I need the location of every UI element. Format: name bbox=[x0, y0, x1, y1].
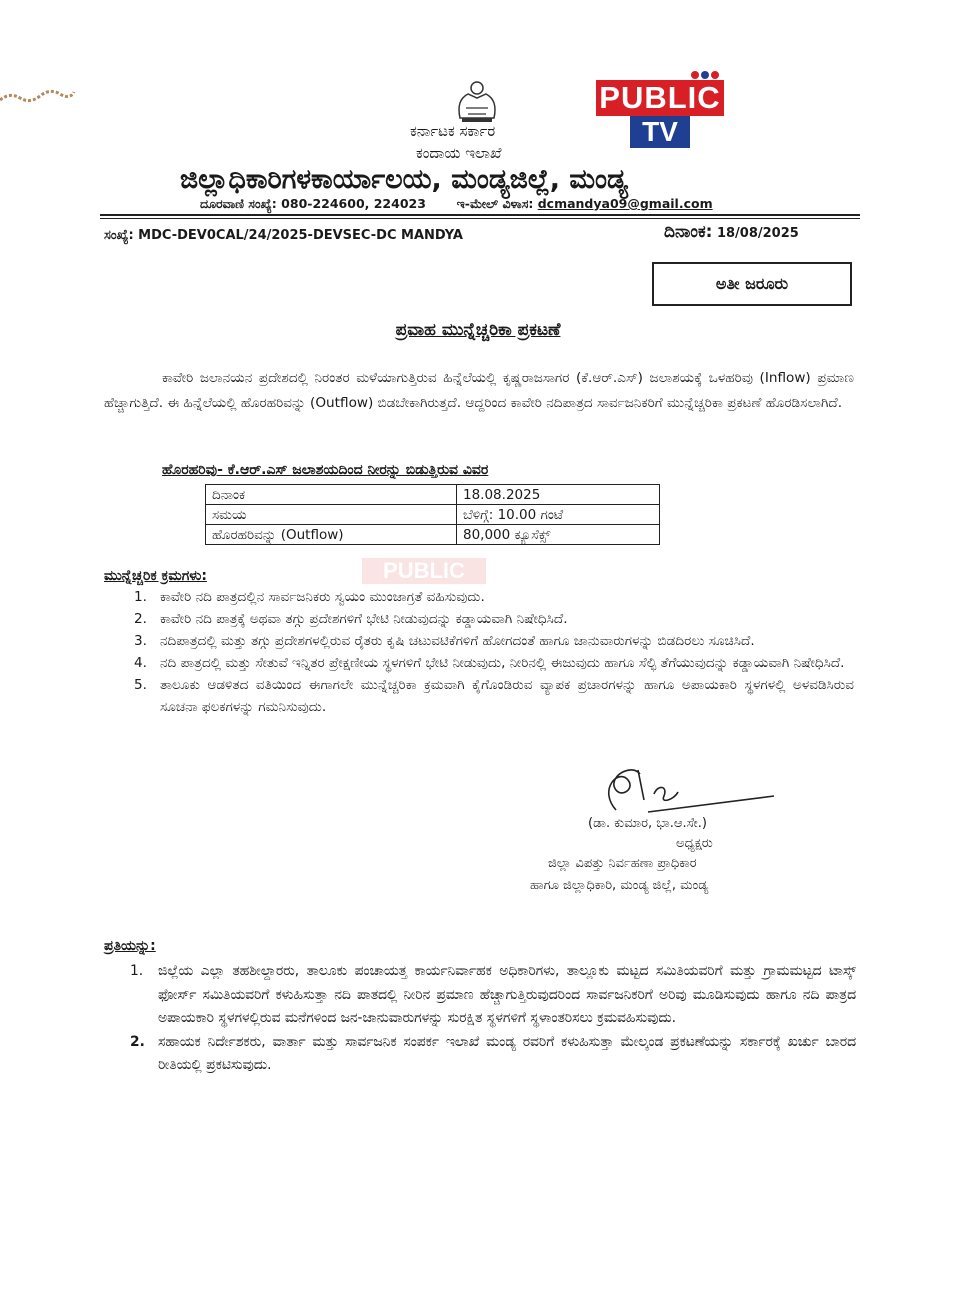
copies-heading: ಪ್ರತಿಯನ್ನು: bbox=[104, 938, 156, 954]
item-text: ಸಹಾಯಕ ನಿರ್ದೇಶಕರು, ವಾರ್ತಾ ಮತ್ತು ಸಾರ್ವಜನಿಕ ಸಂಪರ್ಕ ಇಲಾಖೆ ಮಂಡ್ಯ ರವರಿಗೆ ಕಳುಹಿಸುತ್ತಾ ಮೇಲ್ಕಂಡ ಪ್ರಕಟಣೆಯನ್ನು ಸರ್ಕಾರಕ್ಕೆ ಖರ್ಚು ಬಾರದ ರೀತಿಯಲ್ಲಿ ಪ್ರಕಟಿಸುವುದು. bbox=[158, 1033, 856, 1074]
list-item bbox=[104, 652, 854, 674]
table-row bbox=[206, 485, 660, 505]
phone-label: ದೂರವಾಣಿ ಸಂಖ್ಯೆ: bbox=[200, 196, 277, 211]
copies-list bbox=[104, 960, 856, 1078]
item-number: 4. bbox=[134, 655, 147, 671]
date-value: 18/08/2025 bbox=[716, 226, 799, 241]
email-label: ಇ-ಮೇಲ್ ವಿಳಾಸ: bbox=[456, 196, 534, 211]
item-number: 1. bbox=[134, 589, 147, 605]
item-text: ಕಾವೇರಿ ನದಿ ಪಾತ್ರದಲ್ಲಿನ ಸಾರ್ವಜನಿಕರು ಸ್ವಯಂ ಮುಂಜಾಗ್ರತೆ ವಹಿಸುವುದು. bbox=[160, 589, 485, 605]
date-label: ದಿನಾಂಕ: bbox=[664, 222, 713, 242]
notice-title bbox=[0, 320, 956, 340]
outflow-heading: ಹೊರಹರಿವು- ಕೆ.ಆರ್.ಎಸ್ ಜಲಾಶಯದಿಂದ ನೀರನ್ನು ಬಿಡುತ್ತಿರುವ ವಿವರ bbox=[162, 462, 489, 478]
header-divider-thin bbox=[100, 218, 860, 219]
state-emblem-icon bbox=[448, 78, 506, 124]
table-cell-label: ಸಮಯ bbox=[206, 505, 457, 525]
public-tv-logo bbox=[596, 72, 724, 150]
table-cell-value: 80,000 ಕ್ಯೂಸೆಕ್ಸ್ bbox=[457, 525, 660, 545]
signatory-designation: ಹಾಗೂ ಜಿಲ್ಲಾಧಿಕಾರಿ, ಮಂಡ್ಯ ಜಿಲ್ಲೆ, ಮಂಡ್ಯ bbox=[530, 878, 709, 893]
outflow-table bbox=[205, 484, 660, 545]
table-row bbox=[206, 525, 660, 545]
signatory-authority: ಜಿಲ್ಲಾ ವಿಪತ್ತು ನಿರ್ವಹಣಾ ಪ್ರಾಧಿಕಾರ bbox=[548, 856, 697, 871]
signature-mark bbox=[588, 760, 778, 820]
table-cell-label: ದಿನಾಂಕ bbox=[206, 485, 457, 505]
item-number: 1. bbox=[130, 963, 144, 979]
precautions-heading: ಮುನ್ನೆಚ್ಚರಿಕ ಕ್ರಮಗಳು: bbox=[104, 568, 207, 584]
department-name: ಕಂದಾಯ ಇಲಾಖೆ bbox=[416, 144, 502, 162]
list-item bbox=[104, 608, 854, 630]
item-text: ನದಿಪಾತ್ರದಲ್ಲಿ ಮತ್ತು ತಗ್ಗು ಪ್ರದೇಶಗಳಲ್ಲಿರುವ ರೈತರು ಕೃಷಿ ಚಟುವಟಿಕೆಗಳಿಗೆ ಹೋಗದಂತೆ ಹಾಗೂ ಜಾನುವಾರುಗಳನ್ನು ಬಿಡದಿರಲು ಸೂಚಿಸಿದೆ. bbox=[160, 633, 755, 649]
notice-title-text: ಪ್ರವಾಹ ಮುನ್ನೆಚ್ಚರಿಕಾ ಪ್ರಕಟಣೆ bbox=[395, 320, 561, 340]
item-text: ತಾಲೂಕು ಆಡಳಿತದ ವತಿಯಿಂದ ಈಗಾಗಲೇ ಮುನ್ನೆಚ್ಚರಿಕಾ ಕ್ರಮವಾಗಿ ಕೈಗೊಂಡಿರುವ ವ್ಯಾಪಕ ಪ್ರಚಾರಗಳನ್ನು ಹಾಗೂ ಅಪಾಯಕಾರಿ ಸ್ಥಳಗಳಲ್ಲಿ ಅಳವಡಿಸಿರುವ ಸೂಚನಾ ಫಲಕಗಳನ್ನು ಗಮನಿಸುವುದು. bbox=[160, 677, 854, 715]
email-address[interactable]: dcmandya09@gmail.com bbox=[537, 196, 713, 211]
signatory-name: (ಡಾ. ಕುಮಾರ, ಭಾ.ಆ.ಸೇ.) bbox=[588, 816, 707, 831]
header-divider bbox=[100, 214, 860, 216]
item-text: ಜಿಲ್ಲೆಯ ಎಲ್ಲಾ ತಹಶೀಲ್ದಾರರು, ತಾಲೂಕು ಪಂಚಾಯತ್ತ ಕಾರ್ಯನಿರ್ವಾಹಕ ಅಧಿಕಾರಿಗಳು, ತಾಲ್ಲೂಕು ಮಟ್ಟದ ಸಮಿತಿಯವರಿಗೆ ಮತ್ತು ಗ್ರಾಮಮಟ್ಟದ ಟಾಸ್ಕ್ ಫೋರ್ಸ್ ಸಮಿತಿಯವರಿಗೆ ಕಳುಹಿಸುತ್ತಾ ನದಿ ಪಾತದಲ್ಲಿ ನೀರಿನ ಪ್ರಮಾಣ ಹೆಚ್ಚಾಗುತ್ತಿರುವುದರಿಂದ ಸಾರ್ವಜನಿಕರಿಗೆ ಅರಿವು ಮೂಡಿಸುವುದು ಹಾಗೂ ನದಿ ಪಾತ್ರದ ಅಪಾಯಕಾರಿ ಸ್ಥಳಗಳಲ್ಲಿರುವ ಮನೆಗಳಿಂದ ಜನ-ಜಾನುವಾರುಗಳನ್ನು ಸುರಕ್ಷಿತ ಸ್ಥಳಗಳಿಗೆ ಸ್ಥಳಾಂತರಿಸಲು ಕ್ರಮವಹಿಸುವುದು. bbox=[158, 963, 856, 1027]
item-text: ನದಿ ಪಾತ್ರದಲ್ಲಿ ಮತ್ತು ಸೇತುವೆ ಇನ್ನಿತರ ಪ್ರೇಕ್ಷಣೀಯ ಸ್ಥಳಗಳಿಗೆ ಭೇಟಿ ನೀಡುವುದು, ನೀರಿನಲ್ಲಿ ಈಜುವುದು ಹಾಗೂ ಸೆಲ್ಫಿ ತೆಗೆಯುವುದನ್ನು ಕಡ್ಡಾಯವಾಗಿ ನಿಷೇಧಿಸಿದೆ. bbox=[160, 655, 845, 671]
letter-date bbox=[664, 222, 799, 242]
signatory-role: ಅಧ್ಯಕ್ಷರು bbox=[676, 836, 713, 851]
contact-line bbox=[200, 196, 713, 212]
item-number: 3. bbox=[134, 633, 147, 649]
list-item bbox=[104, 674, 854, 718]
logo-line1: PUBLIC bbox=[596, 80, 724, 116]
office-title: ಜಿಲ್ಲಾಧಿಕಾರಿಗಳಕಾರ್ಯಾಲಯ, ಮಂಡ್ಯಜಿಲ್ಲೆ, ಮಂಡ್ಯ bbox=[180, 164, 628, 195]
staple-thread-mark bbox=[0, 86, 80, 106]
urgency-box: ಅತೀ ಜರೂರು bbox=[652, 262, 852, 306]
item-number: 5. bbox=[134, 677, 147, 693]
intro-paragraph: ಕಾವೇರಿ ಜಲಾನಯನ ಪ್ರದೇಶದಲ್ಲಿ ನಿರಂತರ ಮಳೆಯಾಗುತ್ತಿರುವ ಹಿನ್ನೆಲೆಯಲ್ಲಿ ಕೃಷ್ಣರಾಜಸಾಗರ (ಕೆ.ಆರ್.ಎಸ್) ಜಲಾಶಯಕ್ಕೆ ಒಳಹರಿವು (Inflow) ಪ್ರಮಾಣ ಹೆಚ್ಚಾಗುತ್ತಿದೆ. ಈ ಹಿನ್ನೆಲೆಯಲ್ಲಿ ಹೊರಹರಿವನ್ನು (Outflow) ಬಿಡಬೇಕಾಗಿರುತ್ತದೆ. ಆದ್ದರಿಂದ ಕಾವೇರಿ ನದಿಪಾತ್ರದ ಸಾರ್ವಜನಿಕರಿಗೆ ಮುನ್ನೆಚ್ಚರಿಕಾ ಪ್ರಕಟಣೆ ಹೊರಡಿಸಲಾಗಿದೆ. bbox=[104, 370, 854, 411]
logo-line2: TV bbox=[630, 116, 690, 148]
list-item bbox=[104, 630, 854, 652]
table-cell-label: ಹೊರಹರಿವನ್ನು (Outflow) bbox=[206, 525, 457, 545]
list-item bbox=[104, 586, 854, 608]
government-name: ಕರ್ನಾಟಕ ಸರ್ಕಾರ bbox=[410, 122, 496, 140]
list-item bbox=[104, 1031, 856, 1078]
table-cell-value: 18.08.2025 bbox=[457, 485, 660, 505]
list-item bbox=[104, 960, 856, 1031]
watermark-text: PUBLIC bbox=[362, 558, 486, 584]
table-cell-value: ಬೆಳಿಗ್ಗೆ: 10.00 ಗಂಟೆ bbox=[457, 505, 660, 525]
reference-number: ಸಂಖ್ಯೆ: MDC-DEV0CAL/24/2025-DEVSEC-DC MANDYA bbox=[104, 228, 463, 243]
item-number: 2. bbox=[130, 1033, 145, 1050]
phone-number: 080-224600, 224023 bbox=[281, 196, 426, 211]
table-row bbox=[206, 505, 660, 525]
precautions-list bbox=[104, 586, 854, 718]
item-number: 2. bbox=[134, 611, 147, 627]
item-text: ಕಾವೇರಿ ನದಿ ಪಾತ್ರಕ್ಕೆ ಅಥವಾ ತಗ್ಗು ಪ್ರದೇಶಗಳಿಗೆ ಭೇಟಿ ನೀಡುವುದನ್ನು ಕಡ್ಡಾಯವಾಗಿ ನಿಷೇಧಿಸಿದೆ. bbox=[160, 611, 568, 627]
